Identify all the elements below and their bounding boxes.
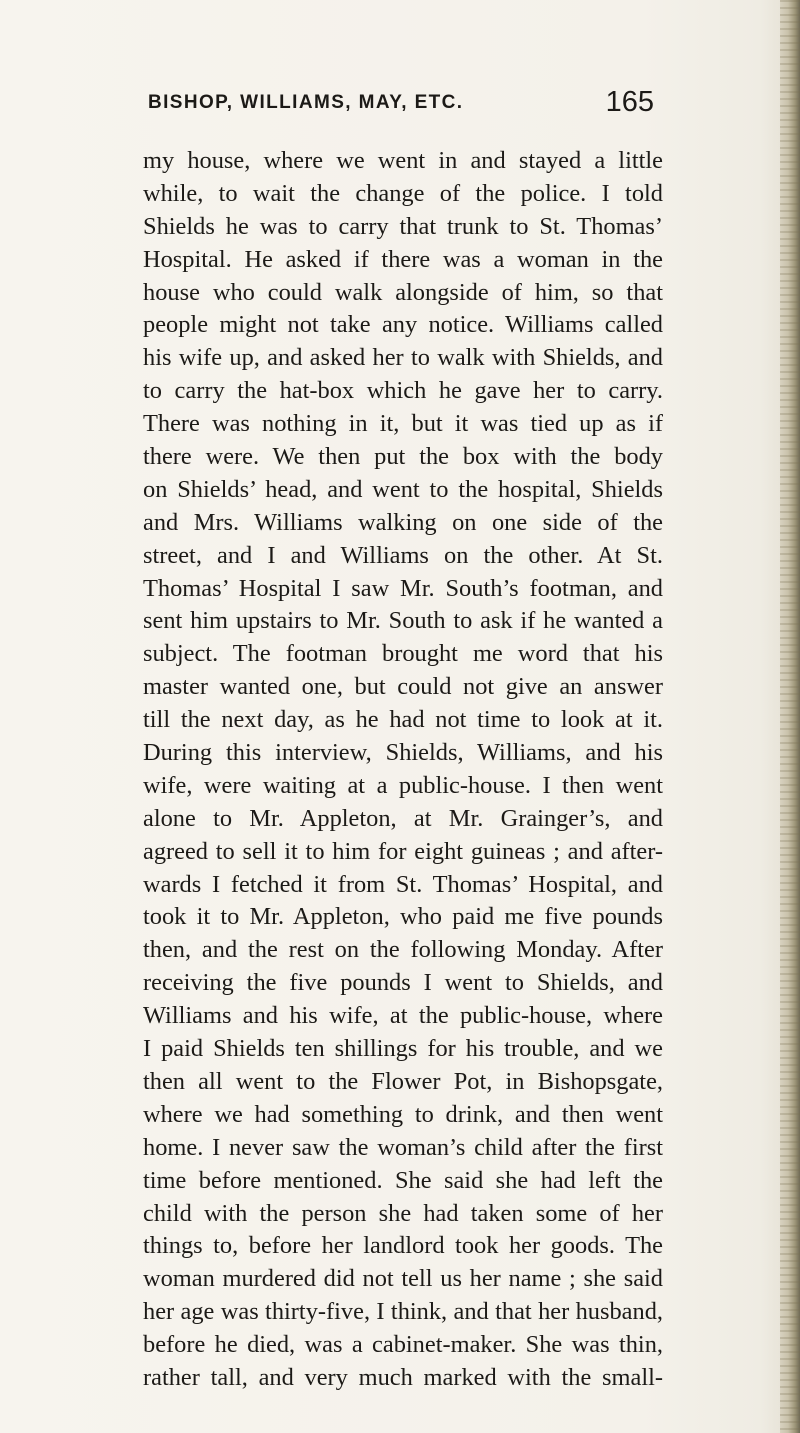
text-line: receiving the five pounds I went to Shields, and [143, 969, 663, 997]
text-line: where we had something to drink, and then went [143, 1100, 663, 1128]
text-line: things to, before her landlord took her goods. The [143, 1232, 663, 1260]
text-line: There was nothing in it, but it was tied up as if [143, 410, 663, 438]
text-line: woman murdered did not tell us her name ; she said [143, 1265, 663, 1293]
text-line: before he died, was a cabinet-maker. She was thin, [143, 1331, 663, 1359]
text-line: Shields he was to carry that trunk to St. Thomas’ [143, 212, 663, 240]
text-line: on Shields’ head, and went to the hospital, Shields [143, 475, 663, 503]
text-line: her age was thirty-five, I think, and that her husband, [143, 1298, 663, 1326]
text-line: I paid Shields ten shillings for his trouble, and we [143, 1035, 663, 1063]
text-line: took it to Mr. Appleton, who paid me five pounds [143, 903, 663, 931]
text-line: agreed to sell it to him for eight guineas ; and after- [143, 837, 663, 865]
text-line: his wife up, and asked her to walk with Shields, and [143, 344, 663, 372]
text-line: to carry the hat-box which he gave her to carry. [143, 377, 663, 405]
text-line: child with the person she had taken some of her [143, 1199, 663, 1227]
text-line: home. I never saw the woman’s child after the first [143, 1133, 663, 1161]
body-text [143, 145, 663, 1395]
text-line: street, and I and Williams on the other. At St. [143, 541, 663, 569]
text-line: wards I fetched it from St. Thomas’ Hospital, and [143, 870, 663, 898]
page-header [148, 88, 654, 128]
page-edge-binding [780, 0, 800, 1433]
text-line: alone to Mr. Appleton, at Mr. Grainger’s, and [143, 804, 663, 832]
text-line: there were. We then put the box with the body [143, 443, 663, 471]
text-line: then all went to the Flower Pot, in Bishopsgate, [143, 1067, 663, 1095]
text-line: house who could walk alongside of him, so that [143, 278, 663, 306]
text-line: During this interview, Shields, Williams, and his [143, 739, 663, 767]
text-line: and Mrs. Williams walking on one side of the [143, 508, 663, 536]
text-line: master wanted one, but could not give an answer [143, 673, 663, 701]
text-line: while, to wait the change of the police. I told [143, 179, 663, 207]
text-line: wife, were waiting at a public-house. I then went [143, 771, 663, 799]
text-line: till the next day, as he had not time to look at it. [143, 706, 663, 734]
text-line: then, and the rest on the following Monday. After [143, 936, 663, 964]
text-line: rather tall, and very much marked with the small- [143, 1363, 663, 1391]
text-line: time before mentioned. She said she had left the [143, 1166, 663, 1194]
page-number: 165 [605, 86, 654, 118]
text-line: sent him upstairs to Mr. South to ask if he wanted a [143, 607, 663, 635]
text-line: Hospital. He asked if there was a woman in the [143, 245, 663, 273]
text-line: my house, where we went in and stayed a little [143, 147, 663, 174]
text-line: people might not take any notice. Williams called [143, 311, 663, 339]
text-line: Williams and his wife, at the public-house, where [143, 1002, 663, 1030]
running-head: BISHOP, WILLIAMS, MAY, ETC. [148, 92, 464, 113]
text-line: Thomas’ Hospital I saw Mr. South’s footman, and [143, 574, 663, 602]
text-line: subject. The footman brought me word that his [143, 640, 663, 668]
